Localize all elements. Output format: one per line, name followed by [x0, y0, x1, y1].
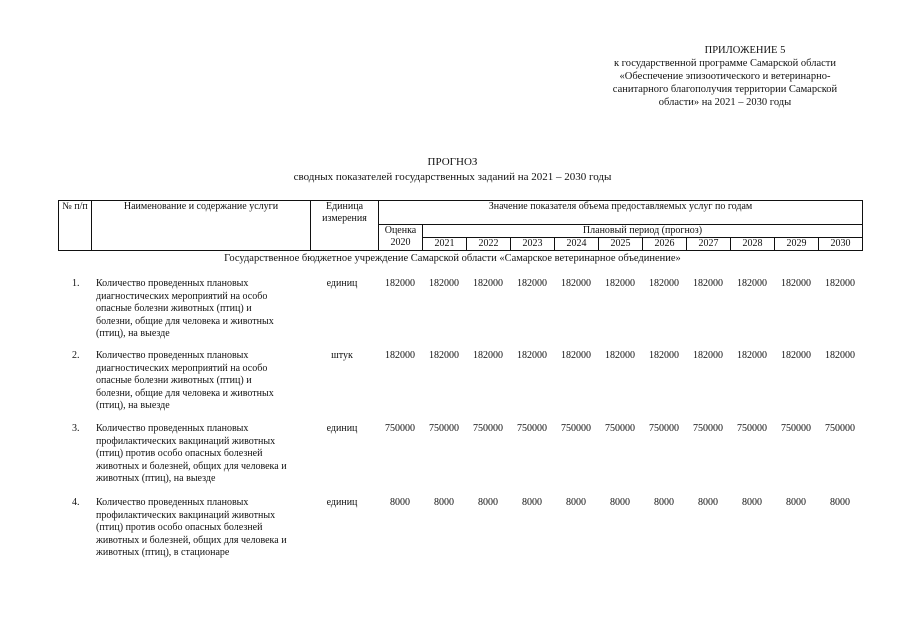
- row-number: 2.: [72, 350, 80, 361]
- value-cell: 182000: [781, 278, 811, 289]
- header-year: 2020: [390, 237, 411, 248]
- header-estimate: Оценка: [384, 225, 417, 236]
- unit: единиц: [326, 497, 358, 508]
- appendix-title: ПРИЛОЖЕНИЕ 5: [704, 45, 786, 56]
- row-number: 4.: [72, 497, 80, 508]
- header-year: 2029: [775, 238, 819, 251]
- value-cell: 182000: [825, 278, 855, 289]
- value-cell: 182000: [561, 278, 591, 289]
- organization-row: Государственное бюджетное учреждение Самарской области «Самарское ветеринарное объединение»: [224, 253, 681, 264]
- value-cell: 182000: [649, 278, 679, 289]
- value-cell: 182000: [473, 350, 503, 361]
- row-values: [378, 423, 862, 437]
- header-values: Значение показателя объема предоставляемых услуг по годам: [379, 201, 863, 225]
- value-cell: 182000: [649, 350, 679, 361]
- value-cell: 750000: [517, 423, 547, 434]
- row-values: [378, 278, 862, 292]
- service-name-line: профилактических вакцинаций животных: [96, 435, 276, 447]
- service-name-line: опасные болезни животных (птиц) и: [96, 303, 252, 314]
- service-name-line: диагностических мероприятий на особо: [96, 290, 268, 302]
- appendix-line: области» на 2021 – 2030 годы: [658, 97, 792, 108]
- value-cell: 750000: [561, 423, 591, 434]
- service-name-line: (птиц), на выезде: [96, 328, 170, 339]
- service-name-line: профилактических вакцинаций животных: [96, 509, 276, 521]
- header-year: 2023: [511, 238, 555, 251]
- value-cell: 8000: [786, 497, 806, 508]
- service-name-line: (птиц) против особо опасных болезней: [96, 448, 263, 459]
- value-cell: 8000: [698, 497, 718, 508]
- service-name-line: животных (птиц), на выезде: [96, 473, 216, 484]
- value-cell: 8000: [610, 497, 630, 508]
- value-cell: 750000: [649, 423, 679, 434]
- header-estimate-cell: [379, 225, 423, 251]
- row-number: 3.: [72, 423, 80, 434]
- header-plan: Плановый период (прогноз): [423, 225, 863, 238]
- service-name: [96, 423, 306, 486]
- service-name-line: животных (птиц), в стационаре: [96, 547, 230, 558]
- value-cell: 182000: [473, 278, 503, 289]
- service-name-line: опасные болезни животных (птиц) и: [96, 375, 252, 386]
- service-name-line: Количество проведенных плановых: [96, 350, 249, 361]
- value-cell: 182000: [737, 350, 767, 361]
- service-name-line: диагностических мероприятий на особо: [96, 362, 268, 374]
- service-name: [96, 350, 306, 413]
- appendix-block: [575, 44, 875, 109]
- appendix-line: «Обеспечение эпизоотического и ветеринарно-: [619, 71, 831, 82]
- unit: единиц: [326, 278, 358, 289]
- service-name-line: болезни, общие для человека и животных: [96, 315, 274, 327]
- value-cell: 8000: [522, 497, 542, 508]
- value-cell: 182000: [517, 278, 547, 289]
- header-year: 2030: [819, 238, 863, 251]
- indicators-table-header: [58, 200, 863, 251]
- service-name-line: болезни, общие для человека и животных: [96, 387, 274, 399]
- service-name: [96, 497, 306, 560]
- value-cell: 182000: [693, 278, 723, 289]
- value-cell: 8000: [742, 497, 762, 508]
- unit: штук: [331, 350, 353, 361]
- service-name-line: Количество проведенных плановых: [96, 278, 249, 289]
- value-cell: 182000: [737, 278, 767, 289]
- document-title: ПРОГНОЗ: [427, 156, 478, 168]
- header-num: № п/п: [59, 201, 92, 251]
- service-name: [96, 278, 306, 341]
- value-cell: 182000: [429, 278, 459, 289]
- unit: единиц: [326, 423, 358, 434]
- header-year: 2026: [643, 238, 687, 251]
- value-cell: 750000: [825, 423, 855, 434]
- value-cell: 182000: [385, 278, 415, 289]
- value-cell: 182000: [517, 350, 547, 361]
- value-cell: 182000: [429, 350, 459, 361]
- appendix-line: к государственной программе Самарской области: [613, 58, 837, 69]
- value-cell: 8000: [830, 497, 850, 508]
- value-cell: 750000: [473, 423, 503, 434]
- header-year: 2025: [599, 238, 643, 251]
- header-year: 2024: [555, 238, 599, 251]
- value-cell: 8000: [654, 497, 674, 508]
- value-cell: 750000: [693, 423, 723, 434]
- header-year: 2021: [423, 238, 467, 251]
- document-subtitle: сводных показателей государственных заданий на 2021 – 2030 годы: [293, 171, 612, 183]
- value-cell: 8000: [390, 497, 410, 508]
- header-year: 2027: [687, 238, 731, 251]
- value-cell: 750000: [385, 423, 415, 434]
- service-name-line: животных и болезней, общих для человека и: [96, 534, 287, 546]
- row-values: [378, 350, 862, 364]
- service-name-line: животных и болезней, общих для человека и: [96, 460, 287, 472]
- header-year: 2028: [731, 238, 775, 251]
- value-cell: 750000: [781, 423, 811, 434]
- value-cell: 182000: [605, 278, 635, 289]
- value-cell: 182000: [781, 350, 811, 361]
- row-values: [378, 497, 862, 511]
- header-name: Наименование и содержание услуги: [92, 201, 311, 251]
- header-year: 2022: [467, 238, 511, 251]
- service-name-line: (птиц), на выезде: [96, 400, 170, 411]
- value-cell: 182000: [825, 350, 855, 361]
- value-cell: 750000: [429, 423, 459, 434]
- value-cell: 182000: [605, 350, 635, 361]
- value-cell: 182000: [385, 350, 415, 361]
- value-cell: 750000: [605, 423, 635, 434]
- appendix-line: санитарного благополучия территории Самарской: [612, 84, 838, 95]
- value-cell: 182000: [561, 350, 591, 361]
- service-name-line: (птиц) против особо опасных болезней: [96, 522, 263, 533]
- value-cell: 750000: [737, 423, 767, 434]
- value-cell: 8000: [434, 497, 454, 508]
- service-name-line: Количество проведенных плановых: [96, 497, 249, 508]
- value-cell: 8000: [478, 497, 498, 508]
- value-cell: 8000: [566, 497, 586, 508]
- header-unit: Единица измерения: [311, 201, 379, 251]
- service-name-line: Количество проведенных плановых: [96, 423, 249, 434]
- row-number: 1.: [72, 278, 80, 289]
- value-cell: 182000: [693, 350, 723, 361]
